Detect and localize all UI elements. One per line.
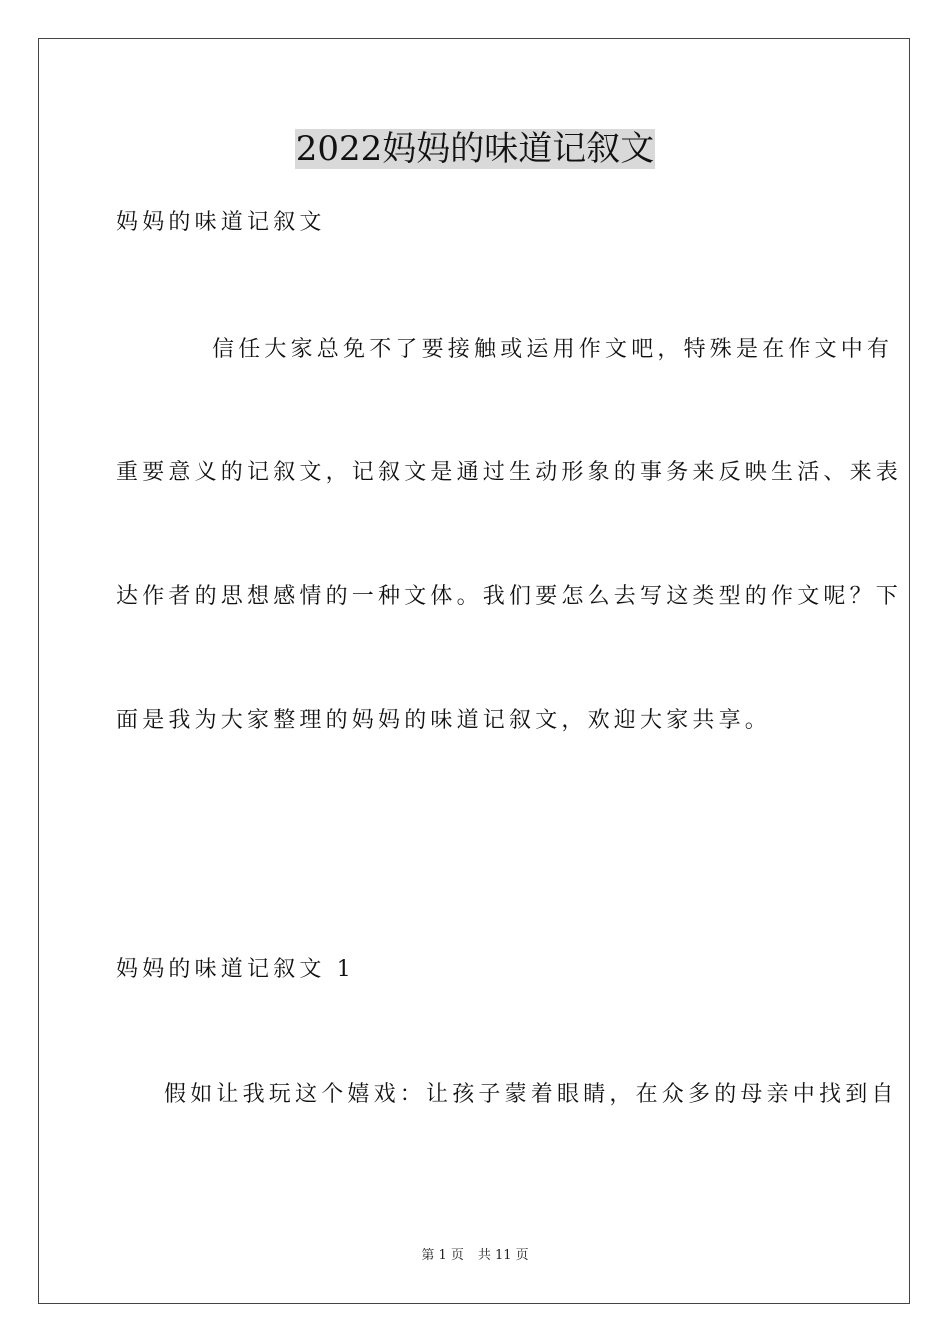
document-title-text: 2022妈妈的味道记叙文 bbox=[295, 129, 655, 169]
intro-line-1: 信任大家总免不了要接触或运用作文吧，特殊是在作文中有 bbox=[212, 337, 894, 362]
intro-line-3: 达作者的思想感情的一种文体。我们要怎么去写这类型的作文呢？下 bbox=[116, 584, 903, 609]
document-title bbox=[0, 126, 950, 172]
subtitle: 妈妈的味道记叙文 bbox=[116, 210, 326, 235]
intro-line-2: 重要意义的记叙文，记叙文是通过生动形象的事务来反映生活、来表 bbox=[116, 460, 903, 485]
section-heading: 妈妈的味道记叙文 1 bbox=[116, 957, 355, 982]
section-first-line: 假如让我玩这个嬉戏：让孩子蒙着眼睛，在众多的母亲中找到自 bbox=[164, 1082, 898, 1107]
page-total: 共 11 页 bbox=[477, 1248, 529, 1263]
page-footer bbox=[0, 1247, 950, 1265]
page-number: 第 1 页 bbox=[421, 1248, 464, 1263]
intro-line-4: 面是我为大家整理的妈妈的味道记叙文，欢迎大家共享。 bbox=[116, 708, 772, 733]
